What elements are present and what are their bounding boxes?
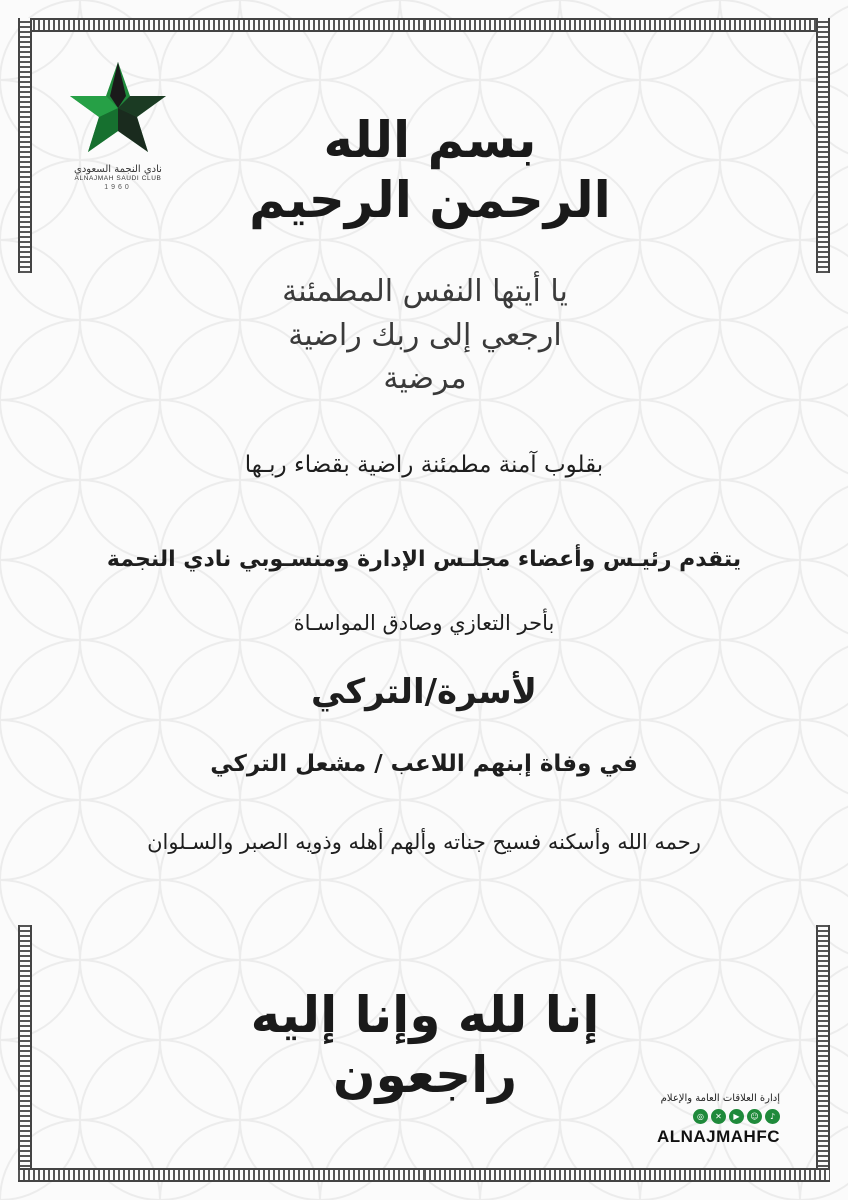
instagram-icon[interactable]: ◎ (693, 1109, 708, 1124)
club-founded-year: 1960 (104, 184, 132, 191)
department-name: إدارة العلاقات العامة والإعلام (660, 1093, 780, 1104)
club-logo (62, 58, 174, 191)
tiktok-icon[interactable]: ♪ (765, 1109, 780, 1124)
basmala-calligraphy: بسم الله الرحمن الرحيم (249, 111, 611, 229)
verse-line-1: يا أيتها النفس المطمئنة (282, 274, 568, 309)
family-name-heading: لأسرة/التركي (310, 672, 537, 712)
message-line-6: رحمه الله وأسكنه فسيح جناته وألهم أهله وذويه الصبر والسـلوان (147, 830, 701, 854)
message-line-3: بأحر التعازي وصادق المواسـاة (293, 611, 555, 635)
social-icons (650, 1109, 780, 1124)
youtube-icon[interactable]: ▶ (729, 1109, 744, 1124)
x-icon[interactable]: ✕ (711, 1109, 726, 1124)
message-line-2: يتقدم رئيـس وأعضاء مجلـس الإدارة ومنسـوبي نادي النجمة (106, 547, 742, 572)
message-line-5: في وفاة إبنهم اللاعب / مشعل التركي (210, 751, 638, 777)
media-department-footer (650, 1093, 780, 1147)
snapchat-icon[interactable]: ☺ (747, 1109, 762, 1124)
star-emblem-icon (66, 58, 170, 158)
social-handle: ALNAJMAHFC (656, 1127, 780, 1146)
club-name-english: ALNAJMAH SAUDI CLUB (74, 175, 162, 182)
club-name-arabic: نادي النجمة السعودي (74, 164, 162, 175)
verse-line-2: ارجعي إلى ربك راضية مرضية (288, 317, 562, 396)
quran-verse-calligraphy (255, 270, 595, 401)
message-line-1: بقلوب آمنة مطمئنة راضية بقضاء ربـها (244, 452, 604, 478)
closing-calligraphy: إنا لله وإنا إليه راجعون (250, 986, 600, 1104)
